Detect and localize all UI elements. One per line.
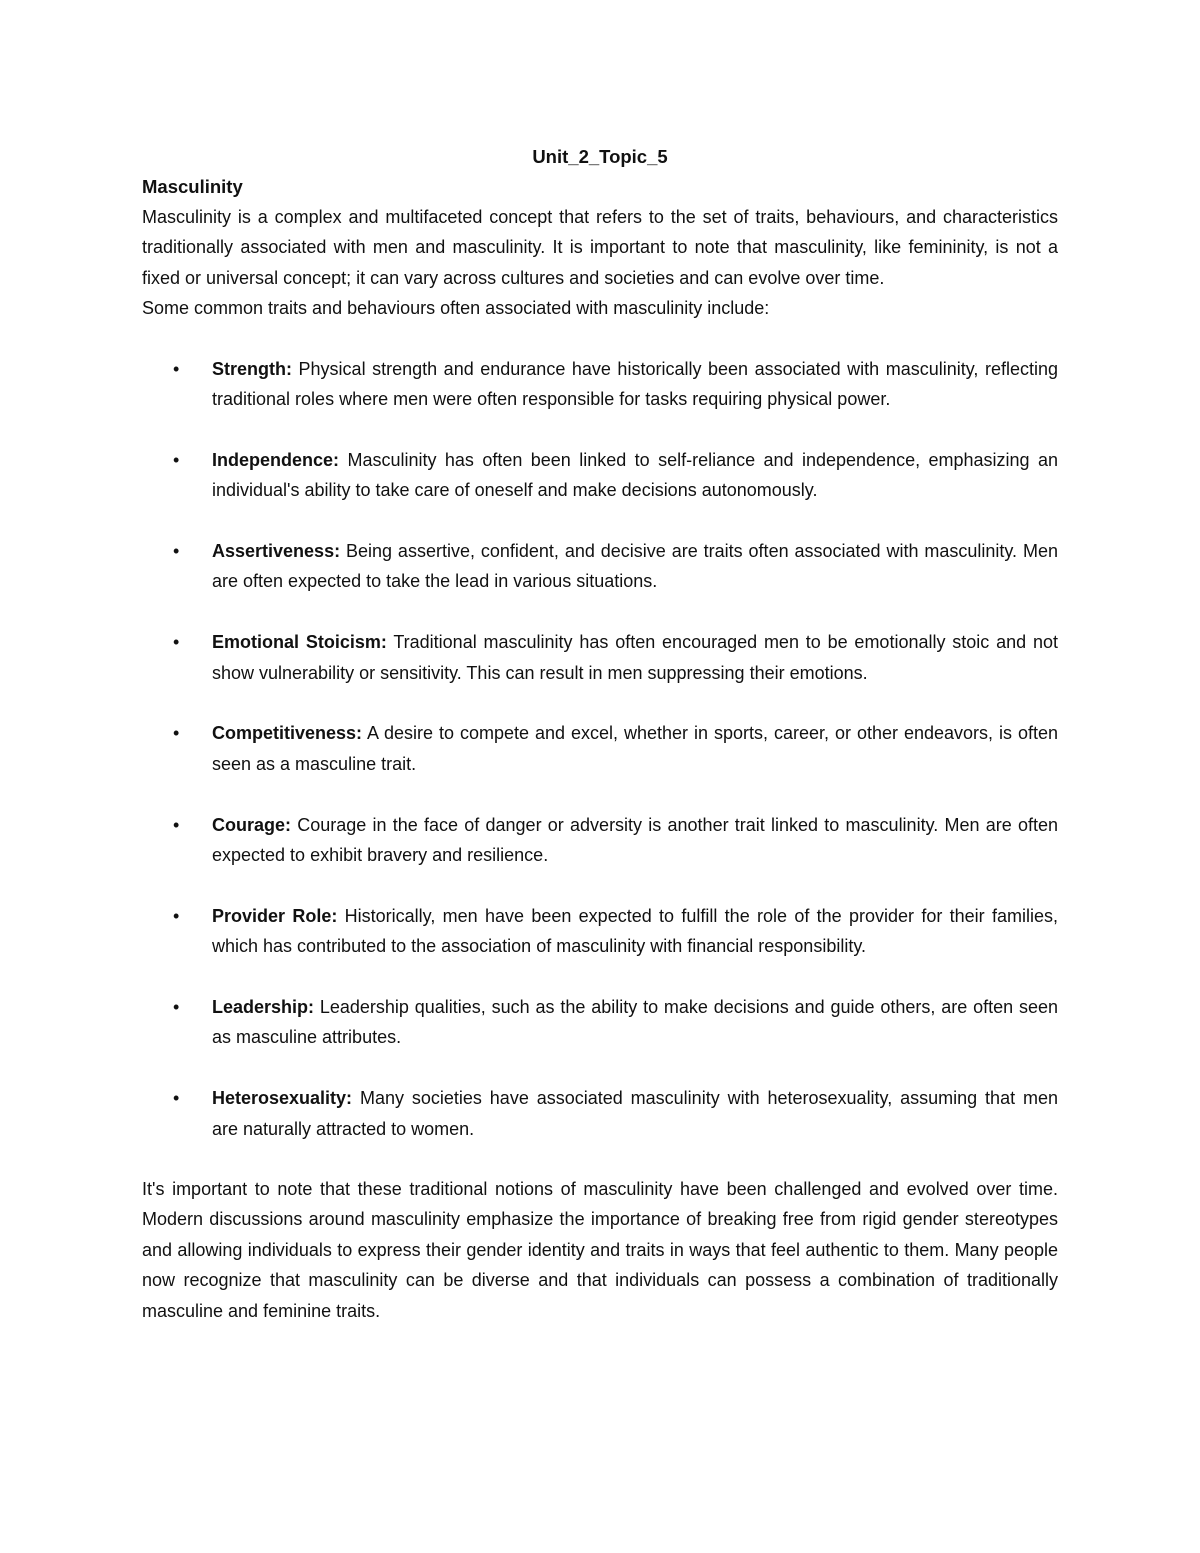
document-body: [142, 142, 1058, 1326]
list-item: [142, 536, 1058, 597]
trait-description: Traditional masculinity has often encouraged men to be emotionally stoic and not show vulnerability or sensitivity. This can result in men suppressing their emotions.: [212, 632, 1058, 683]
trait-name: Independence:: [212, 449, 340, 470]
section-heading: Masculinity: [142, 176, 243, 197]
bullet-icon: •: [173, 632, 180, 653]
list-item: [142, 445, 1058, 506]
trait-name: Assertiveness:: [212, 541, 341, 562]
bullet-icon: •: [173, 997, 180, 1018]
trait-description: Physical strength and endurance have historically been associated with masculinity, reflecting traditional roles where men were often responsible for tasks requiring physical power.: [212, 358, 1058, 410]
bullet-icon: •: [173, 449, 180, 470]
trait-name: Strength:: [212, 358, 292, 379]
list-item: [142, 810, 1058, 871]
bullet-icon: •: [173, 723, 180, 744]
trait-name: Competitiveness:: [212, 723, 363, 744]
document-title: Unit_2_Topic_5: [532, 146, 668, 167]
trait-name: Leadership:: [212, 997, 315, 1018]
traits-list: [142, 354, 1058, 1144]
list-item: [142, 718, 1058, 779]
closing-paragraph: It's important to note that these traditional notions of masculinity have been challenged and evolved over time. Modern discussions around masculinity emphasize the importance of breaking free from rigid gender stereotypes and allowing individuals to express their gender identity and traits in ways that feel authentic to them. Many people now recognize that masculinity can be diverse and that individuals can possess a combination of traditionally masculine and feminine traits.: [142, 1179, 1058, 1321]
trait-description: Many societies have associated masculinity with heterosexuality, assuming that men are naturally attracted to women.: [212, 1088, 1058, 1139]
list-item: [142, 901, 1058, 962]
trait-name: Provider Role:: [212, 905, 338, 926]
bullet-icon: •: [173, 905, 180, 926]
bullet-icon: •: [173, 814, 180, 835]
list-item: [142, 354, 1058, 415]
trait-name: Heterosexuality:: [212, 1088, 353, 1109]
list-item: [142, 627, 1058, 688]
trait-name: Courage:: [212, 814, 292, 835]
trait-description: Historically, men have been expected to fulfill the role of the provider for their families, which has contributed to the association of masculinity with financial responsibility.: [212, 905, 1058, 957]
bullet-icon: •: [173, 541, 180, 562]
trait-description: Courage in the face of danger or adversity is another trait linked to masculinity. Men are often expected to exhibit bravery and resilience.: [212, 814, 1058, 866]
list-lead-paragraph: Some common traits and behaviours often associated with masculinity include:: [142, 298, 770, 319]
list-item: [142, 1083, 1058, 1144]
trait-description: A desire to compete and excel, whether in sports, career, or other endeavors, is often seen as a masculine trait.: [212, 723, 1058, 774]
trait-description: Being assertive, confident, and decisive are traits often associated with masculinity. Men are often expected to take the lead in various situations.: [212, 541, 1058, 592]
intro-paragraph: Masculinity is a complex and multifaceted concept that refers to the set of traits, behaviours, and characteristics traditionally associated with men and masculinity. It is important to note that masculinity, like femininity, is not a fixed or universal concept; it can vary across cultures and societies and can evolve over time.: [142, 207, 1058, 288]
trait-name: Emotional Stoicism:: [212, 632, 387, 653]
trait-description: Masculinity has often been linked to self-reliance and independence, emphasizing an individual's ability to take care of oneself and make decisions autonomously.: [212, 449, 1058, 501]
bullet-icon: •: [173, 1088, 180, 1109]
list-item: [142, 992, 1058, 1053]
trait-description: Leadership qualities, such as the ability to make decisions and guide others, are often seen as masculine attributes.: [212, 997, 1058, 1048]
bullet-icon: •: [173, 358, 180, 379]
